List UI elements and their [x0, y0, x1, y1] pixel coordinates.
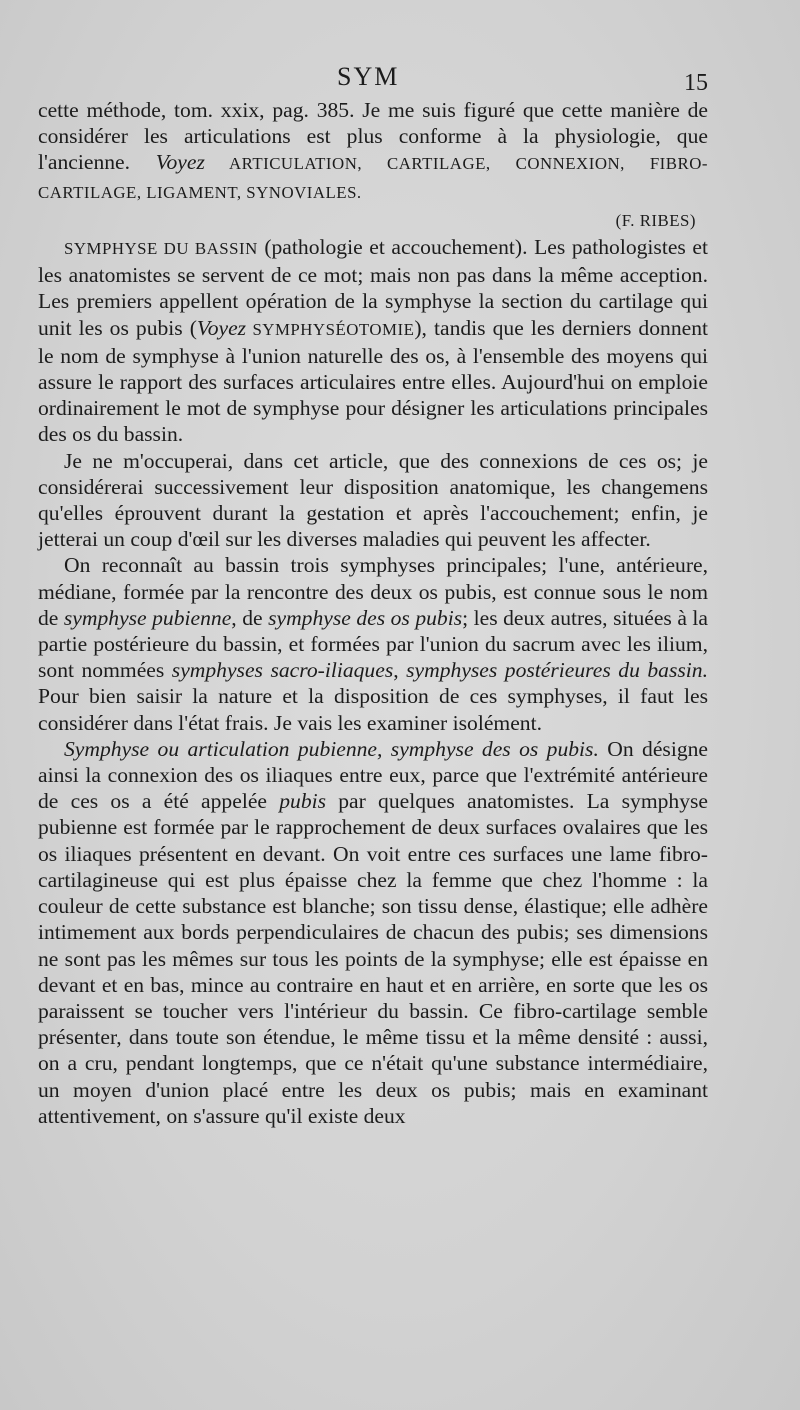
cross-references: ARTICULATION, CARTILAGE, CONNEXION, FIBRO-CARTILAGE, LIGAMENT, SYNOVIALES.: [38, 154, 708, 202]
term-symphyses-sacro-iliaques: symphyses sacro-iliaques: [171, 658, 394, 683]
signature-text: (F. RIBES): [615, 210, 696, 230]
paragraph-5-text-a: On désigne ainsi la connexion des os iliaques entre eux, parce que l'extrémité antérieure de ces os a été appelée: [38, 736, 708, 814]
page-header: [0, 62, 800, 102]
paragraph-1: [38, 97, 708, 206]
voyez-reference-2: Voyez: [196, 315, 247, 340]
running-head: SYM: [337, 62, 400, 91]
paragraph-2-text-b: ), tandis que les derniers donnent le nom de symphyse à l'union naturelle des os, à l'ensemble des moyens qui assure le rapport des surfaces articulaires entre elles. Aujourd'hui on emploie ordinairement le mot de symphyse pour désigner les articulations principales des os du bassin.: [38, 315, 708, 447]
paragraph-5-text-b: par quelques anatomistes. La symphyse pubienne est formée par le rapprochement de deux surfaces ovalaires que les os iliaques présentent en devant. On voit entre ces surfaces une lame fibro-cartilagineuse qui est plus épaisse chez la femme que chez l'homme : la couleur de cette substance est blanche; son tissu dense, élastique; elle adhère intimement aux bords perpendiculaires de chacun des pubis; ses dimensions ne sont pas les mêmes sur tous les points de la symphyse; elle est épaisse en devant et en bas, mince au contraire en haut et en arrière, en sorte que les os paraissent se toucher vers l'intérieur du bassin. Ce fibro-cartilage semble présenter, dans toute son étendue, le même tissu et la même densité : aussi, on a cru, pendant longtemps, que ce n'était qu'une substance intermédiaire, un moyen d'union placé entre les deux os pubis; mais en examinant attentivement, on s'assure qu'il existe deux: [38, 789, 708, 1128]
page-body: [38, 97, 708, 1129]
paragraph-2-text-a: (pathologie et accouchement). Les pathologistes et les anatomistes se servent de ce mot; mais non pas dans la même acception. Les premiers appellent opération de la symphyse la section du cartilage qui unit les os pubis (: [38, 235, 708, 340]
paragraph-4-text-b: , de: [231, 605, 269, 630]
voyez-reference: Voyez: [155, 150, 205, 175]
paragraph-2: [38, 234, 708, 448]
article-title: SYMPHYSE DU BASSIN: [64, 239, 258, 259]
paragraph-4-text-e: Pour bien saisir la nature et la disposition de ces symphyses, il faut les considérer dans l'état frais. Je vais les examiner isolément.: [38, 684, 708, 735]
term-symphyse-pubienne: symphyse pubienne: [63, 605, 232, 630]
term-pubis: pubis: [279, 789, 327, 814]
paragraph-4: [38, 552, 708, 735]
page-number: 15: [684, 70, 708, 96]
term-symphyses-posterieures: symphyses postérieures du bassin.: [406, 658, 708, 683]
term-symphyse-des-os-pubis: symphyse des os pubis: [268, 605, 463, 630]
paragraph-1-text: cette méthode, tom. xxix, pag. 385. Je me suis figuré que cette manière de considérer les articulations est plus conforme à la physiologie, que l'ancienne.: [38, 98, 708, 175]
cross-reference-symphyseotomie: SYMPHYSÉOTOMIE: [246, 319, 415, 339]
section-heading: Symphyse ou articulation pubienne, symphyse des os pubis.: [64, 736, 599, 761]
paragraph-3: Je ne m'occuperai, dans cet article, que des connexions de ces os; je considérerai successivement leur disposition anatomique, les changemens qu'elles éprouvent durant la gestation et après l'accouchement; enfin, je jetterai un coup d'œil sur les diverses maladies qui peuvent les affecter.: [38, 448, 708, 552]
paragraph-4-text-c: ; les deux autres, situées à la partie postérieure du bassin, et formées par l'union du sacrum avec les ilium, sont nommées: [38, 605, 709, 683]
paragraph-4-text-d: ,: [393, 658, 407, 683]
author-signature: [38, 206, 708, 234]
paragraph-5: [38, 736, 708, 1129]
paragraph-4-text-a: On reconnaît au bassin trois symphyses principales; l'une, antérieure, médiane, formée par la rencontre des deux os pubis, est connue sous le nom de: [38, 553, 708, 630]
